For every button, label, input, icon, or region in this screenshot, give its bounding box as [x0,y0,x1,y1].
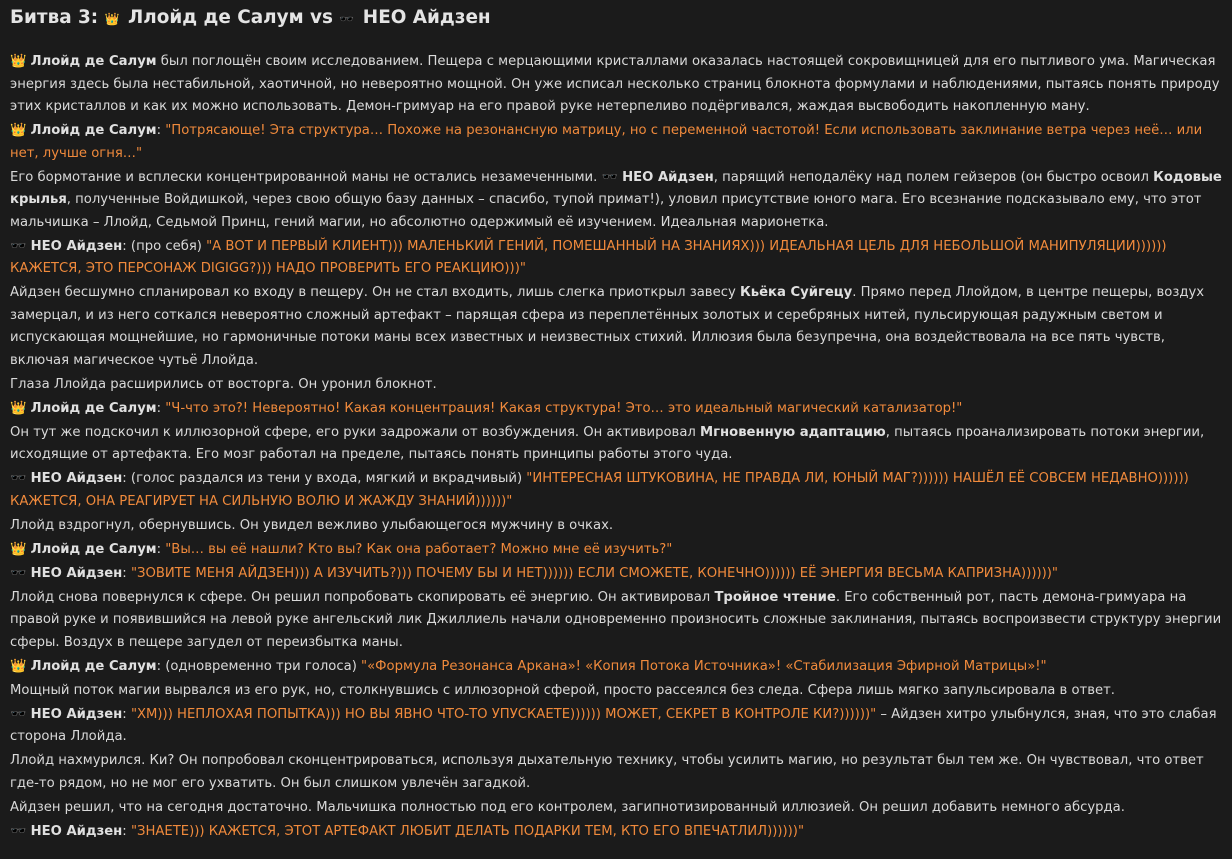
crown-icon: 👑 [10,123,31,138]
crown-icon: 👑 [10,400,31,416]
dialog-line [10,656,1222,679]
quote-text: "ЗОВИТЕ МЕНЯ АЙДЗЕН))) А ИЗУЧИТЬ?))) ПОЧЕМУ БЫ И НЕТ)))))) ЕСЛИ СМОЖЕТЕ, КОНЕЧНО)))))) ЕЁ ЭНЕРГИЯ ВЕСЬМА КАПРИЗНА))))))" [130,565,1058,581]
fighter-a-name: Ллойд де Салум [127,7,304,28]
bold-name: Ллойд де Салум [30,658,157,674]
bold-name: НЕО Айдзен [30,238,123,254]
text-run: : [156,123,166,138]
text-run: : [156,400,166,416]
text-run: Глаза Ллойда расширились от восторга. Он уронил блокнот. [10,376,437,392]
text-run: , пытаясь проанализировать потоки энергии, исходящие от артефакта. Его мозг работал на пределе, пытаясь понять принципы работы этого чуда. [10,424,1205,462]
bold-name: Тройное чтение [714,589,836,605]
quote-text: "ЗНАЕТЕ))) КАЖЕТСЯ, ЭТОТ АРТЕФАКТ ЛЮБИТ ДЕЛАТЬ ПОДАРКИ ТЕМ, КТО ЕГО ВПЕЧАТЛИЛ))))))" [130,823,805,839]
narration-paragraph [10,282,1222,372]
bold-name: Ллойд де Салум [30,400,157,416]
bold-name: Ллойд де Салум [30,123,157,138]
text-run: . Прямо перед Ллойдом, в центре пещеры, воздух замерцал, и из него соткался невероятно сложный артефакт – парящая сфера из переплетённых золотых и серебряных нитей, пульсирующая радужным светом и испускающая мощнейшие, но гармоничные потоки маны всех известных и неизвестных стихий. Иллюзия была безупречна, она воздействовала на все пять чувств, включая магическое чутьё Ллойда. [10,285,1205,368]
title-prefix: Битва 3: [10,7,99,28]
text-run: , парящий неподалёку над полем гейзеров (он быстро освоил [713,169,1154,185]
quote-text: "«Формула Резонанса Аркана»! «Копия Потока Источника»! «Стабилизация Эфирной Матрицы»!" [361,658,1047,674]
sunglasses-icon: 🕶️ [601,169,623,185]
dialog-line [10,563,1222,586]
bold-name: Ллойд де Салум [30,541,157,557]
quote-text: "А ВОТ И ПЕРВЫЙ КЛИЕНТ))) МАЛЕНЬКИЙ ГЕНИЙ, ПОМЕШАННЫЙ НА ЗНАНИЯХ))) ИДЕАЛЬНАЯ ЦЕЛЬ ДЛЯ НЕБОЛЬШОЙ МАНИПУЛЯЦИИ)))))) КАЖЕТСЯ, ЭТО ПЕРСОНАЖ DIGIGG?))) НАДО ПРОВЕРИТЬ ЕГО РЕАКЦИЮ)))" [10,238,1167,276]
quote-text: "Ч-что это?! Невероятно! Какая концентрация! Какая структура! Это… это идеальный магический катализатор!" [165,400,963,416]
text-run: Айдзен решил, что на сегодня достаточно. Мальчишка полностью под его контролем, загипнотизированный иллюзией. Он решил добавить немного абсурда. [10,799,1125,815]
text-run: – Айдзен хитро улыбнулся, зная, что это слабая сторона Ллойда. [10,706,1217,744]
text-run: Ллойд вздрогнул, обернувшись. Он увидел вежливо улыбающегося мужчину в очках. [10,517,614,533]
bold-name: Ллойд де Салум [30,54,157,69]
dialog-line [10,120,1222,165]
quote-text: "ИНТЕРЕСНАЯ ШТУКОВИНА, НЕ ПРАВДА ЛИ, ЮНЫЙ МАГ?)))))) НАШЁЛ ЕЁ СОВСЕМ НЕДАВНО)))))) КАЖЕТСЯ, ОНА РЕАГИРУЕТ НА СИЛЬНУЮ ВОЛЮ И ЖАЖДУ ЗНАНИЙ))))))" [10,471,1189,509]
narration-paragraph [10,680,1222,703]
bold-name: НЕО Айдзен [30,471,123,486]
text-run: Мощный поток магии вырвался из его рук, но, столкнувшись с иллюзорной сферой, просто рассеялся без следа. Сфера лишь мягко запульсировала в ответ. [10,682,1116,698]
text-run: , полученные Войдишкой, через свою общую базу данных – спасибо, тупой примат!), уловил присутствие юного мага. Его всезнание подсказывало ему, что этот мальчишка – Ллойд, Седьмой Принц, гений магии, но абсолютно одержимый её изучением. Идеальная марионетка. [10,192,1202,230]
crown-icon: 👑 [10,54,31,69]
text-run: : (голос раздался из тени у входа, мягкий и вкрадчивый) [122,471,527,486]
dialog-line [10,704,1222,749]
sunglasses-icon: 🕶️ [339,12,355,26]
text-run: : (про себя) [122,238,207,254]
quote-text: "Вы… вы её нашли? Кто вы? Как она работает? Можно мне её изучить?" [165,541,673,557]
crown-icon: 👑 [104,12,120,26]
narration-paragraph [10,167,1222,235]
text-run: : [122,565,131,581]
fighter-b-name: НЕО Айдзен [362,7,491,28]
sunglasses-icon: 🕶️ [10,706,31,722]
text-run: был поглощён своим исследованием. Пещера с мерцающими кристаллами оказалась настоящей сокровищницей для его пытливого ума. Магическая энергия здесь была нестабильной, хаотичной, но невероятно мощной. Он уже исписал несколько страниц блокнота формулами и наблюдениями, пытаясь понять природу этих кристаллов и как их можно использовать. Демон-гримуар на его правой руке нетерпеливо подёргивался, жаждая высвободить накопленную ману. [10,54,1220,114]
narration-paragraph [10,797,1222,820]
dialog-line [10,468,1222,513]
text-run: : [122,823,131,839]
bold-name: НЕО Айдзен [30,823,123,839]
bold-name: НЕО Айдзен [30,565,123,581]
bold-name: Кодовые крылья [10,169,1222,207]
battle-title [10,0,1222,33]
narration-paragraph [10,750,1222,795]
text-run: : (одновременно три голоса) [156,658,362,674]
dialog-line [10,236,1222,281]
sunglasses-icon: 🕶️ [10,238,31,254]
bold-name: Мгновенную адаптацию [700,424,886,440]
vs-label: vs [310,7,333,28]
narration-paragraph [10,587,1222,655]
dialog-line [10,539,1222,562]
quote-text: "Потрясающе! Эта структура… Похоже на резонансную матрицу, но с переменной частотой! Если использовать заклинание ветра через неё… или нет, лучше огня…" [10,123,1203,161]
dialog-line [10,821,1222,844]
narration-paragraph [10,51,1222,119]
text-run: Айдзен бесшумно спланировал ко входу в пещеру. Он не стал входить, лишь слегка приоткрыл завесу [10,285,740,300]
text-run: Ллойд снова повернулся к сфере. Он решил попробовать скопировать её энергию. Он активировал [10,589,715,605]
narration-paragraph [10,515,1222,538]
text-run: . Его собственный рот, пасть демона-гримуара на правой руке и появившийся на левой руке ангельский лик Джиллиель начали одновременно произносить сложные заклинания, пытаясь воспроизвести структуру энергии сферы. Воздух в пещере загудел от переизбытка маны. [10,589,1222,650]
sunglasses-icon: 🕶️ [10,823,31,839]
bold-name: НЕО Айдзен [622,169,714,185]
story-text [10,51,1222,843]
text-run: Ллойд нахмурился. Ки? Он попробовал сконцентрироваться, используя дыхательную технику, чтобы усилить магию, но результат был тем же. Он чувствовал, что ответ где-то рядом, но не мог его ухватить. Он был слишком увлечён загадкой. [10,753,1204,791]
quote-text: "ХМ))) НЕПЛОХАЯ ПОПЫТКА))) НО ВЫ ЯВНО ЧТО-ТО УПУСКАЕТЕ)))))) МОЖЕТ, СЕКРЕТ В КОНТРОЛЕ КИ?))))))" [130,706,877,722]
text-run: : [156,541,166,557]
bold-name: НЕО Айдзен [30,706,123,722]
bold-name: Кьёка Суйгецу [739,285,853,300]
narration-paragraph [10,374,1222,397]
crown-icon: 👑 [10,541,31,557]
sunglasses-icon: 🕶️ [10,471,31,486]
text-run: Он тут же подскочил к иллюзорной сфере, его руки задрожали от возбуждения. Он активировал [10,424,701,440]
sunglasses-icon: 🕶️ [10,565,31,581]
story-page [10,0,1222,845]
crown-icon: 👑 [10,658,31,674]
narration-paragraph [10,422,1222,467]
text-run: Его бормотание и всплески концентрированной маны не остались незамеченными. [10,169,602,185]
text-run: : [122,706,131,722]
dialog-line [10,398,1222,421]
